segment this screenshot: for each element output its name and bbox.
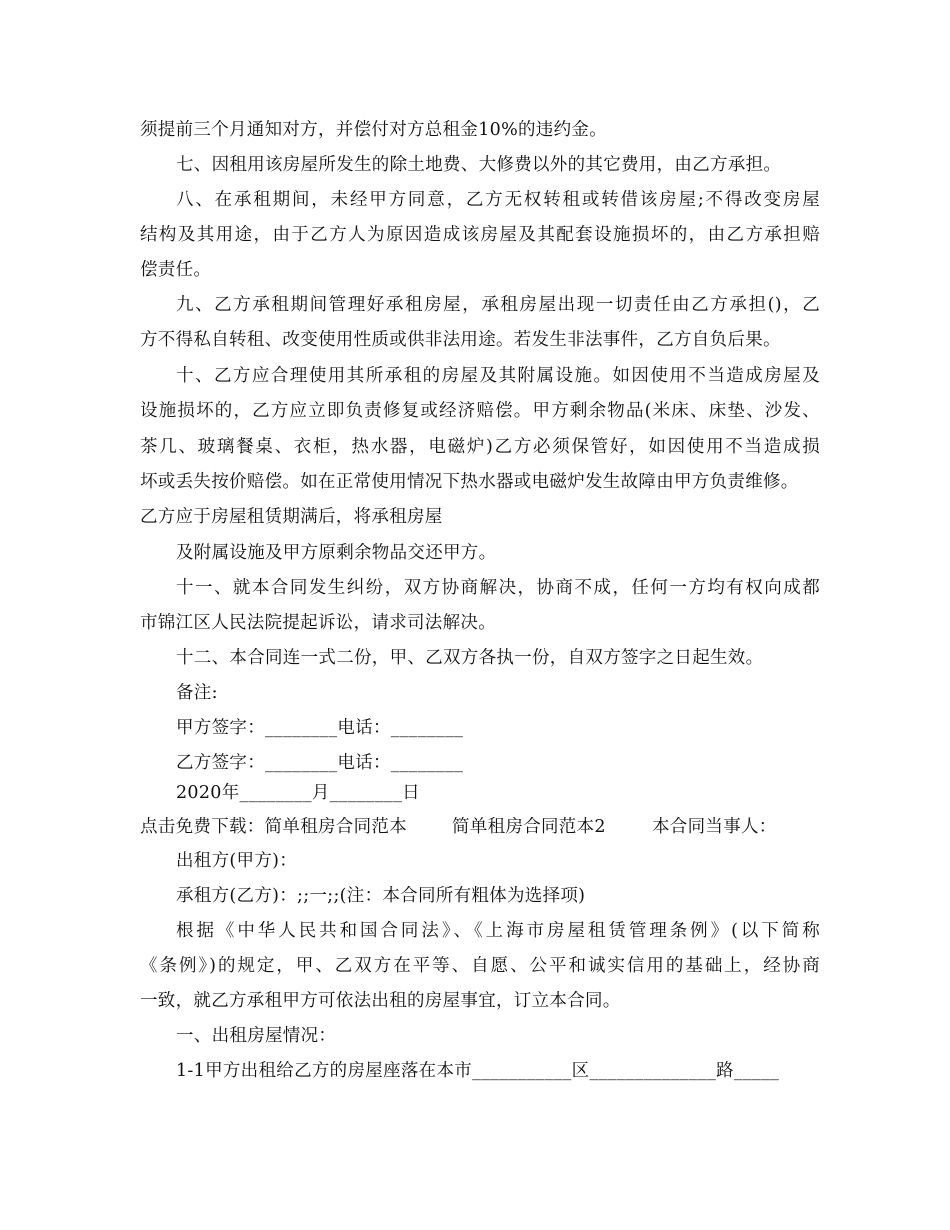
download-link-1[interactable]: 点击免费下载：简单租房合同范本 [140, 817, 407, 837]
text-line: 市锦江区人民法院提起诉讼，请求司法解决。 [140, 613, 496, 633]
text-line: 设施损坏的，乙方应立即负责修复或经济赔偿。甲方剩余物品(米床、床垫、沙发、 [140, 401, 820, 421]
preamble-line: 根据《中华人民共和国合同法》、《上海市房屋租赁管理条例》(以下简称 [176, 921, 820, 941]
remarks-label: 备注: [176, 683, 218, 703]
text-line: 方不得私自转租、改变使用性质或供非法用途。若发生非法事件，乙方自负后果。 [140, 330, 781, 350]
text-line: 茶几、玻璃餐桌、衣柜，热水器，电磁炉)乙方必须保管好，如因使用不当造成损 [140, 437, 820, 457]
parties-heading: 本合同当事人： [652, 817, 777, 837]
download-line [140, 816, 820, 838]
text-line: 及附属设施及甲方原剩余物品交还甲方。 [176, 543, 497, 563]
lessee-line: 承租方(乙方)：;;一;;(注：本合同所有粗体为选择项) [176, 886, 586, 906]
clause-7: 七、因租用该房屋所发生的除土地费、大修费以外的其它费用，由乙方承担。 [176, 155, 782, 175]
section-1-heading: 一、出租房屋情况： [176, 1026, 337, 1046]
text-line: 偿责任。 [140, 260, 212, 280]
clause-11: 十一、就本合同发生纠纷，双方协商解决，协商不成，任何一方均有权向成都 [176, 578, 820, 598]
clause-9: 九、乙方承租期间管理好承租房屋，承租房屋出现一切责任由乙方承担()，乙 [176, 295, 820, 315]
text-line: 乙方应于房屋租赁期满后，将承租房屋 [140, 507, 443, 527]
clause-12: 十二、本合同连一式二份，甲、乙双方各执一份，自双方签字之日起生效。 [176, 648, 764, 668]
party-a-signature: 甲方签字：________电话：________ [176, 718, 464, 738]
lessor-line: 出租方(甲方)： [176, 851, 298, 871]
clause-10: 十、乙方应合理使用其所承租的房屋及其附属设施。如因使用不当造成房屋及 [176, 366, 820, 386]
text-line: 坏或丢失按价赔偿。如在正常使用情况下热水器或电磁炉发生故障由甲方负责维修。 [140, 472, 799, 492]
clause-1-1: 1-1甲方出租给乙方的房屋座落在本市___________区______________路_____ [176, 1061, 780, 1081]
text-line: 《条例》)的规定，甲、乙双方在平等、自愿、公平和诚实信用的基础上，经协商 [140, 956, 820, 976]
party-b-signature: 乙方签字：________电话：________ [176, 753, 464, 773]
text-line: 一致，就乙方承租甲方可依法出租的房屋事宜，订立本合同。 [140, 991, 621, 1011]
clause-8: 八、在承租期间，未经甲方同意，乙方无权转租或转借该房屋;不得改变房屋 [176, 190, 820, 210]
date-line: 2020年________月________日 [176, 783, 420, 803]
text-line: 须提前三个月通知对方，并偿付对方总租金10%的违约金。 [140, 120, 607, 140]
text-line: 结构及其用途，由于乙方人为原因造成该房屋及其配套设施损坏的，由乙方承担赔 [140, 225, 820, 245]
download-link-2[interactable]: 简单租房合同范本2 [452, 817, 606, 837]
